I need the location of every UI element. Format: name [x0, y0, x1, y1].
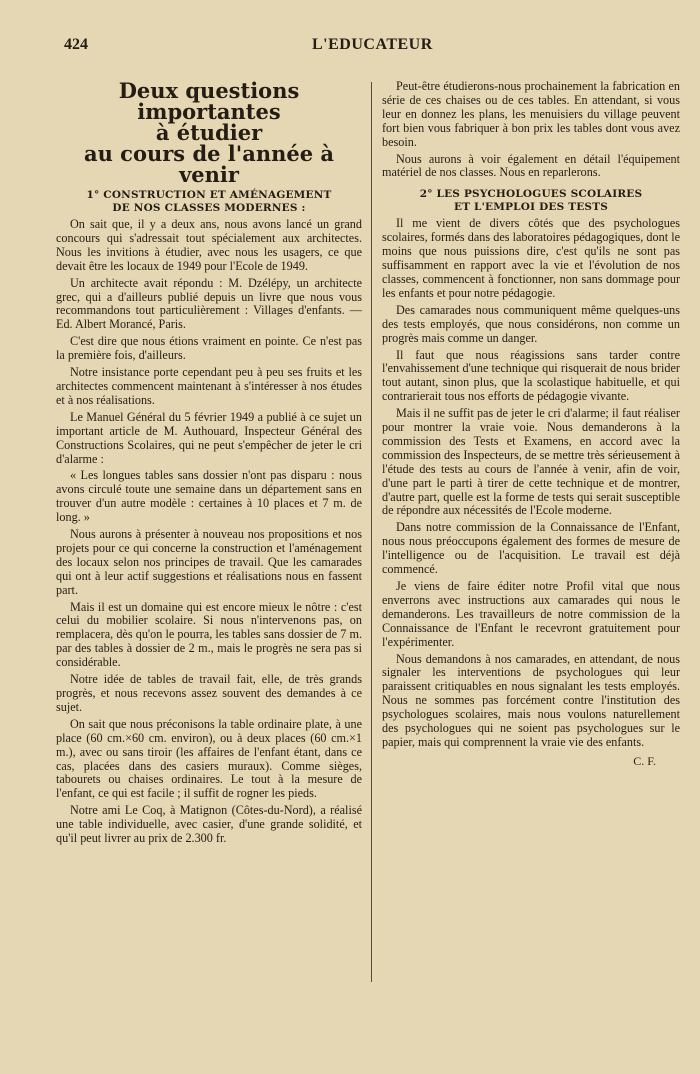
paragraph: Notre idée de tables de travail fait, elle, de très grands progrès, et nous recevons assez souvent des demandes à ce sujet.: [56, 672, 362, 714]
title-line: à étudier: [155, 120, 263, 145]
article-title: [56, 80, 362, 185]
heading-line: ET L'EMPLOI DES TESTS: [453, 201, 609, 214]
paragraph: Notre insistance porte cependant peu à peu ses fruits et les architectes commencent maintenant à s'intéresser à nos études et à nos réalisations.: [56, 365, 362, 407]
paragraph: Il faut que nous réagissions sans tarder contre l'envahissement d'une technique qui risquerait de nous brider tout autant, sinon plus, que la scolastique habituelle, et qui contrarierait tous nos efforts de pédagogie vivante.: [382, 347, 680, 404]
paragraph: Mais il ne suffit pas de jeter le cri d'alarme; il faut réaliser pour montrer la vraie voie. Nous demanderons à la commission des Tests et Examens, en accord avec la commission des Inspecteurs, de se mettre très sérieusement à l'étude des tests au cours de l'année à venir, afin de voir, d'une part le parti à tirer de cette technique et de montrer, d'autre part, quelle est la forme de tests qui serait susceptible de répondre aux nécessités de l'Ecole moderne.: [382, 406, 680, 518]
paragraph: Le Manuel Général du 5 février 1949 a publié à ce sujet un important article de M. Authouard, Inspecteur Général des Constructions Scolaires, qui ne peut s'empêcher de jeter le cri d'alarme :: [56, 409, 362, 466]
paragraph: C'est dire que nous étions vraiment en pointe. Ce n'est pas la première fois, d'ailleurs.: [56, 334, 362, 363]
paragraph: Notre ami Le Coq, à Matignon (Côtes-du-Nord), a réalisé une table individuelle, avec casier, d'une grande solidité, et qu'il peut livrer au prix de 2.300 fr.: [56, 803, 362, 846]
paragraph: Un architecte avait répondu : M. Dzélépy, un architecte grec, qui a d'ailleurs publié depuis un livre que nous vous recommandons tout particulièrement : Villages d'enfants. — Ed. Albert Morancé, Paris.: [56, 275, 362, 332]
journal-title: L'EDUCATEUR: [312, 36, 433, 53]
quote-paragraph: « Les longues tables sans dossier n'ont pas disparu : nous avons circulé toute une semaine dans un département sans en trouver d'un autre modèle : certaines à 10 places et 7 m. de long. »: [56, 468, 362, 525]
section-1-heading: [56, 189, 362, 215]
heading-line: 2° LES PSYCHOLOGUES SCOLAIRES: [419, 188, 643, 201]
paragraph: Nous aurons à présenter à nouveau nos propositions et nos projets pour ce qui concerne la construction et l'aménagement des locaux selon nos principes de travail. Que les camarades qui ont à leur actif suggestions et réalisations nous en fassent part.: [56, 527, 362, 597]
left-column: [56, 80, 362, 849]
paragraph: Mais il est un domaine qui est encore mieux le nôtre : c'est celui du mobilier scolaire. Si nous n'intervenons pas, on remplacera, dès qu'on le pourra, les tables sans dossier de 7 m. par des tables à dossier de 2 m., mais le progrès ne sera pas si considérable.: [56, 599, 362, 670]
title-line: au cours de l'année à venir: [84, 141, 334, 187]
heading-line: 1° CONSTRUCTION ET AMÉNAGEMENT: [86, 189, 332, 201]
paragraph: Peut-être étudierons-nous prochainement la fabrication en série de ces chaises ou de ces tables. En attendant, si vous leur en donnez les plans, les menuisiers du village peuvent fort bien vous fabriquer à bon prix les tables dont vous avez besoin.: [382, 79, 680, 149]
paragraph: On sait que nous préconisons la table ordinaire plate, à une place (60 cm.×60 cm. environ), ou à deux places (60 cm.×1 m.), avec ou sans tiroir (les affaires de l'enfant étant, dans ce cas, placées dans des casiers muraux). Comme sièges, tabourets ou chaises ordinaires. Le tout à la mesure de l'enfant, ce qui est facile ; il suffit de rogner les pieds.: [56, 716, 362, 801]
signature: C. F.: [633, 753, 656, 768]
section-2-heading: [382, 188, 680, 214]
page-header: [64, 36, 644, 62]
column-divider: [371, 82, 372, 982]
right-column: [382, 80, 680, 769]
page-number: 424: [64, 36, 88, 53]
paragraph: Je viens de faire éditer notre Profil vital que nous enverrons avec instructions aux camarades qui nous le demanderons. Les travailleurs de notre commission de la Connaissance de l'Enfant le recevront gratuitement pour l'expérimenter.: [382, 579, 680, 649]
paragraph: On sait que, il y a deux ans, nous avons lancé un grand concours qui s'adressait tout spécialement aux architectes. Nous les invitions à étudier, avec nous les usagers, ce que devait être les locaux de 1949 pour l'Ecole de 1949.: [56, 217, 362, 273]
paragraph: Nous aurons à voir également en détail l'équipement matériel de nos classes. Nous en reparlerons.: [382, 151, 680, 180]
heading-line: DE NOS CLASSES MODERNES :: [112, 202, 306, 214]
paragraph: Des camarades nous communiquent même quelques-uns des tests employés, que nous considérons, non comme un progrès mais comme un danger.: [382, 302, 680, 345]
paragraph: Nous demandons à nos camarades, en attendant, de nous signaler les interventions de psychologues qui leur paraissent critiquables en nous signalant les tests employés. Nous ne sommes pas forcément contre l'institution des psychologues scolaires, mais nous voulons naturellement des psychologues qui ne soient pas psychologues sur le papier, mais qui comprennent la vraie vie des enfants.: [382, 651, 680, 749]
title-line: Deux questions importantes: [118, 78, 300, 124]
paragraph: Il me vient de divers côtés que des psychologues scolaires, formés dans des laboratoires pédagogiques, dont le moins que nous puissions dire, c'est qu'ils ne sont pas suffisamment en rapport avec la vie et l'évolution de nos classes, commencent à fonctionner, non sans dommage pour les enfants et pour notre pédagogie.: [382, 216, 680, 300]
paragraph: Dans notre commission de la Connaissance de l'Enfant, nous nous préoccupons également des formes de mesure de l'intelligence ou de l'acquisition. Le travail est déjà commencé.: [382, 520, 680, 577]
